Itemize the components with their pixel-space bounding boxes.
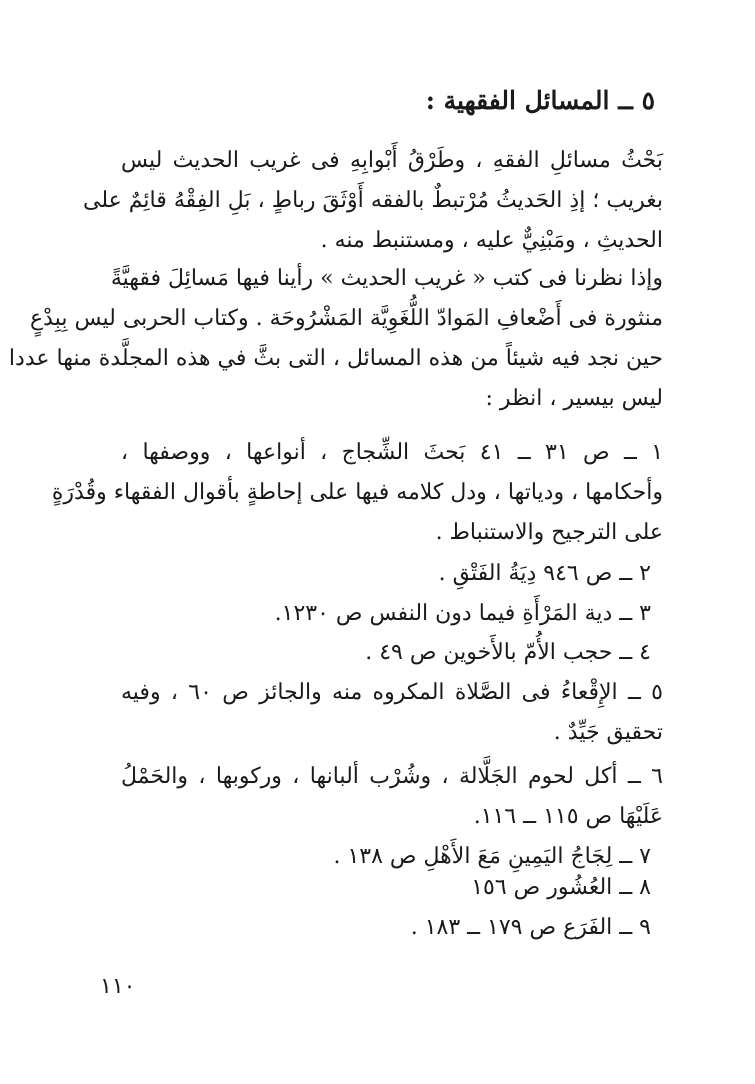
page-number: ١١٠: [100, 974, 136, 999]
list-item-line: ٨ ــ العُشُور ص ١٥٦: [471, 875, 651, 900]
paragraph-2-line: وإذا نظرنا فى كتب « غريب الحديث » رأينا فيها مَسائِلَ فقهيَّةً: [110, 266, 663, 291]
list-item-line: ٧ ــ لِجَاجُ اليَمِينِ مَعَ الأَهْلِ ص ١٣٨ .: [333, 844, 651, 869]
list-item-line: ٦ ــ أكل لحوم الجَلَّالة ، وشُرْب ألبانها ، وركوبها ، والحَمْلُ: [121, 764, 663, 789]
list-item-line: ١ ــ ص ٣١ ــ ٤١ بَحثَ الشِّجاج ، أنواعها ، ووصفها ،: [121, 440, 664, 465]
paragraph-1-line: بغريب ؛ إذِ الحَديثُ مُرْتبطٌ بالفقه أَوْثَقَ رباطٍ ، بَلِ الفِقْهُ قائِمٌ على: [83, 188, 663, 213]
list-item-line: ٩ ــ الفَرَع ص ١٧٩ ــ ١٨٣ .: [410, 915, 651, 940]
list-item-line: عَلَيْهَا ص ١١٥ ــ ١١٦.: [473, 804, 663, 829]
list-item-line: على الترجيح والاستنباط .: [435, 520, 663, 545]
list-item-line: تحقيق جَيِّدٌ .: [553, 720, 663, 745]
paragraph-1-line: الحديثِ ، ومَبْنِيٌّ عليه ، ومستنبط منه .: [320, 228, 663, 253]
paragraph-1-line: بَحْثُ مسائلِ الفقهِ ، وطَرْقُ أَبْوابِهِ فى غريب الحديث ليس: [121, 148, 663, 173]
list-item-line: ٥ ــ الإِقْعاءُ فى الصَّلاة المكروه منه والجائز ص ٦٠ ، وفيه: [121, 680, 663, 705]
list-item-line: ٢ ــ ص ٩٤٦ دِيَةُ الفَتْقِ .: [438, 561, 651, 586]
paragraph-2-line: ليس بيسير ، انظر :: [485, 386, 663, 411]
section-heading: ٥ ــ المسائل الفقهية :: [425, 86, 655, 115]
list-item-line: ٣ ــ دية المَرْأَةِ فيما دون النفس ص ١٢٣٠.: [274, 601, 651, 626]
paragraph-2-line: حين نجد فيه شيئاً من هذه المسائل ، التى بثَّ في هذه المجلَّدة منها عددا: [8, 346, 663, 371]
list-item-line: ٤ ــ حجب الأُمّ بالأَخوين ص ٤٩ .: [365, 640, 651, 665]
paragraph-2-line: منثورة فى أَضْعافِ المَوادّ اللُّغَوِيَّة المَشْرُوحَة . وكتاب الحربى ليس بِبِدْعٍ: [30, 306, 663, 331]
list-item-line: وأحكامها ، ودياتها ، ودل كلامه فيها على إحاطةٍ بأقوال الفقهاء وقُدْرَةٍ: [51, 480, 663, 505]
